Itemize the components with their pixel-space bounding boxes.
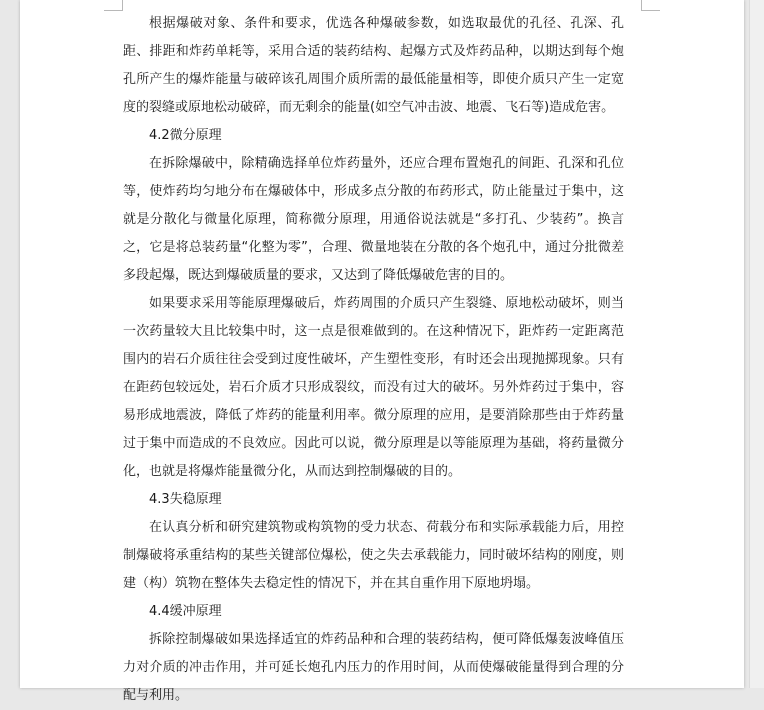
section-heading-4-2: 4.2微分原理 [149, 128, 222, 143]
section-heading-4-3: 4.3失稳原理 [149, 492, 222, 507]
paragraph-differential-2: 如果要求采用等能原理爆破后，炸药周围的介质只产生裂缝、原地松动破坏，则当一次药量较大且比较集中时，这一点是很难做到的。在这种情况下，距炸药一定距离范围内的岩石介质往往会受到过度性破坏，产生塑性变形，有时还会出现抛掷现象。只有在距药包较远处，岩石介质才只形成裂纹，而没有过大的破坏。另外炸药过于集中，容易形成地震波，降低了炸药的能量利用率。微分原理的应用，是要消除那些由于炸药量过于集中而造成的不良效应。因此可以说，微分原理是以等能原理为基础，将药量微分化，也就是将爆炸能量微分化，从而达到控制爆破的目的。 [123, 296, 624, 479]
document-page [20, 0, 744, 703]
right-margin-marker [641, 0, 660, 11]
vertical-scrollbar[interactable] [749, 0, 764, 688]
paragraph-differential-1: 在拆除爆破中，除精确选择单位炸药量外，还应合理布置炮孔的间距、孔深和孔位等，使炸药均匀地分布在爆破体中，形成多点分散的布药形式，防止能量过于集中，这就是分散化与微量化原理，简称微分原理，用通俗说法就是“多打孔、少装药”。换言之，它是将总装药量“化整为零”，合理、微量地装在分散的各个炮孔中，通过分批微差多段起爆，既达到爆破质量的要求，又达到了降低爆破危害的目的。 [123, 156, 624, 283]
section-heading-4-4: 4.4缓冲原理 [149, 604, 222, 619]
left-margin-marker [104, 0, 123, 11]
paragraph-instability: 在认真分析和研究建筑物或构筑物的受力状态、荷载分布和实际承载能力后，用控制爆破将承重结构的某些关键部位爆松，使之失去承载能力，同时破坏结构的刚度，则建（构）筑物在整体失去稳定性的情况下，并在其自重作用下原地坍塌。 [123, 520, 624, 591]
paragraph-buffer: 拆除控制爆破如果选择适宜的炸药品种和合理的装药结构，便可降低爆轰波峰值压力对介质的冲击作用，并可延长炮孔内压力的作用时间，从而使爆破能量得到合理的分配与利用。 [123, 632, 624, 703]
paragraph-equal-energy: 根据爆破对象、条件和要求，优选各种爆破参数，如选取最优的孔径、孔深、孔距、排距和炸药单耗等，采用合适的装药结构、起爆方式及炸药品种，以期达到每个炮孔所产生的爆炸能量与破碎该孔周围介质所需的最低能量相等，即使介质只产生一定宽度的裂缝或原地松动破碎，而无剩余的能量(如空气冲击波、地震、飞石等)造成危害。 [123, 16, 624, 115]
document-body[interactable] [123, 10, 624, 710]
